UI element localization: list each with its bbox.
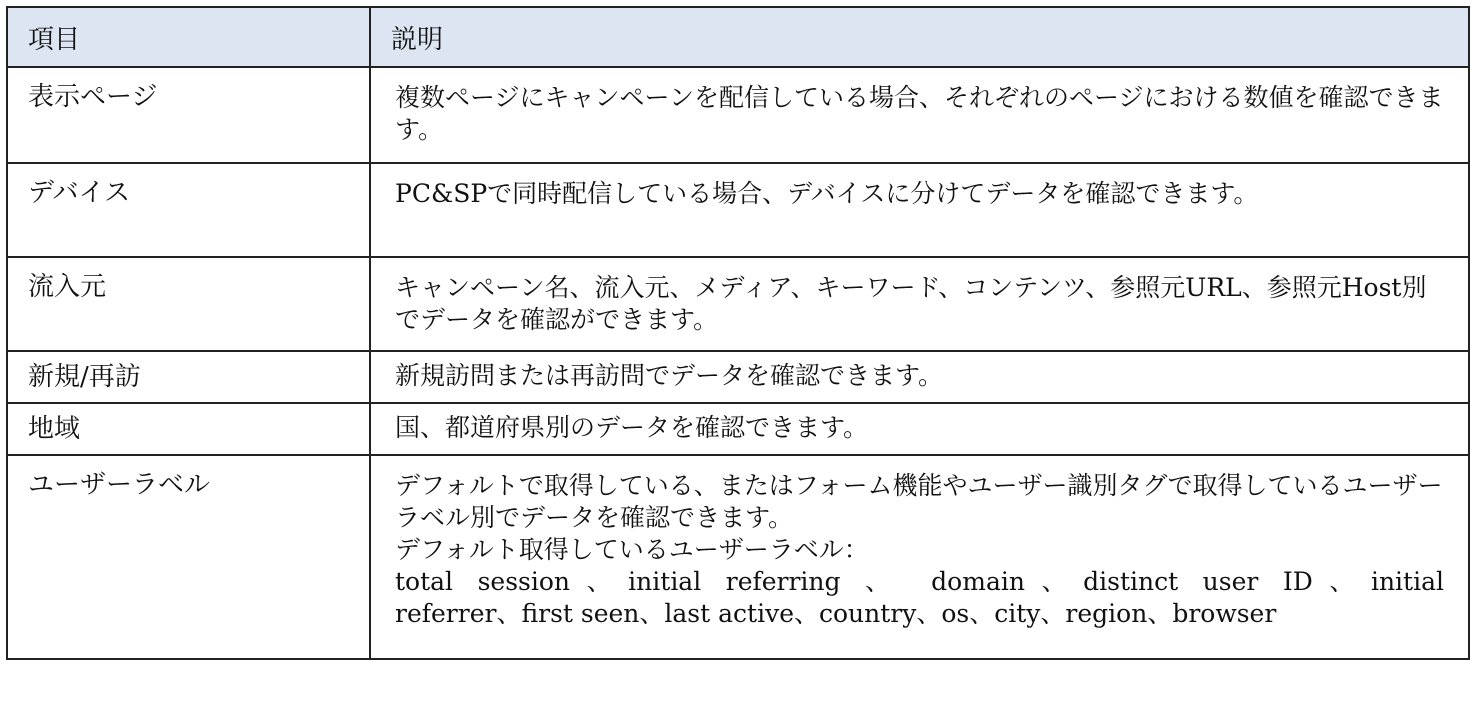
table-row <box>7 257 1469 351</box>
table-row <box>7 403 1469 455</box>
row-description <box>370 163 1469 257</box>
table-row <box>7 351 1469 403</box>
row-item: 新規/再訪 <box>7 351 370 403</box>
description-text: デフォルトで取得している、またはフォーム機能やユーザー識別タグで取得しているユーザーラベル別でデータを確認できます。 <box>395 471 1443 532</box>
description-text: 新規訪問または再訪問でデータを確認できます。 <box>395 361 944 390</box>
table-row <box>7 455 1469 659</box>
row-description <box>370 455 1469 659</box>
row-item: 流入元 <box>7 257 370 351</box>
row-item: ユーザーラベル <box>7 455 370 659</box>
description-text: PC&SPで同時配信している場合、デバイスに分けてデータを確認できます。 <box>395 179 1259 208</box>
header-description: 説明 <box>370 7 1469 67</box>
description-text: キャンペーン名、流入元、メディア、キーワード、コンテンツ、参照元URL、参照元Host別でデータを確認ができます。 <box>395 273 1427 334</box>
default-labels-heading: デフォルト取得しているユーザーラベル： <box>395 535 869 564</box>
table-header-row <box>7 7 1469 67</box>
description-text: 複数ページにキャンペーンを配信している場合、それぞれのページにおける数値を確認できます。 <box>395 83 1444 144</box>
table-row <box>7 67 1469 163</box>
row-item: 表示ページ <box>7 67 370 163</box>
row-description <box>370 403 1469 455</box>
row-item: 地域 <box>7 403 370 455</box>
default-labels-list-line-1: total session、initial referring 、 domain、distinct user ID、initial <box>395 567 1444 596</box>
row-description <box>370 67 1469 163</box>
header-item: 項目 <box>7 7 370 67</box>
default-labels-list-line-2: referrer、first seen、last active、country、os、city、region、browser <box>395 599 1277 628</box>
row-description <box>370 257 1469 351</box>
row-description <box>370 351 1469 403</box>
feature-description-table <box>6 6 1470 660</box>
table-row <box>7 163 1469 257</box>
row-item: デバイス <box>7 163 370 257</box>
description-text: 国、都道府県別のデータを確認できます。 <box>395 413 869 442</box>
